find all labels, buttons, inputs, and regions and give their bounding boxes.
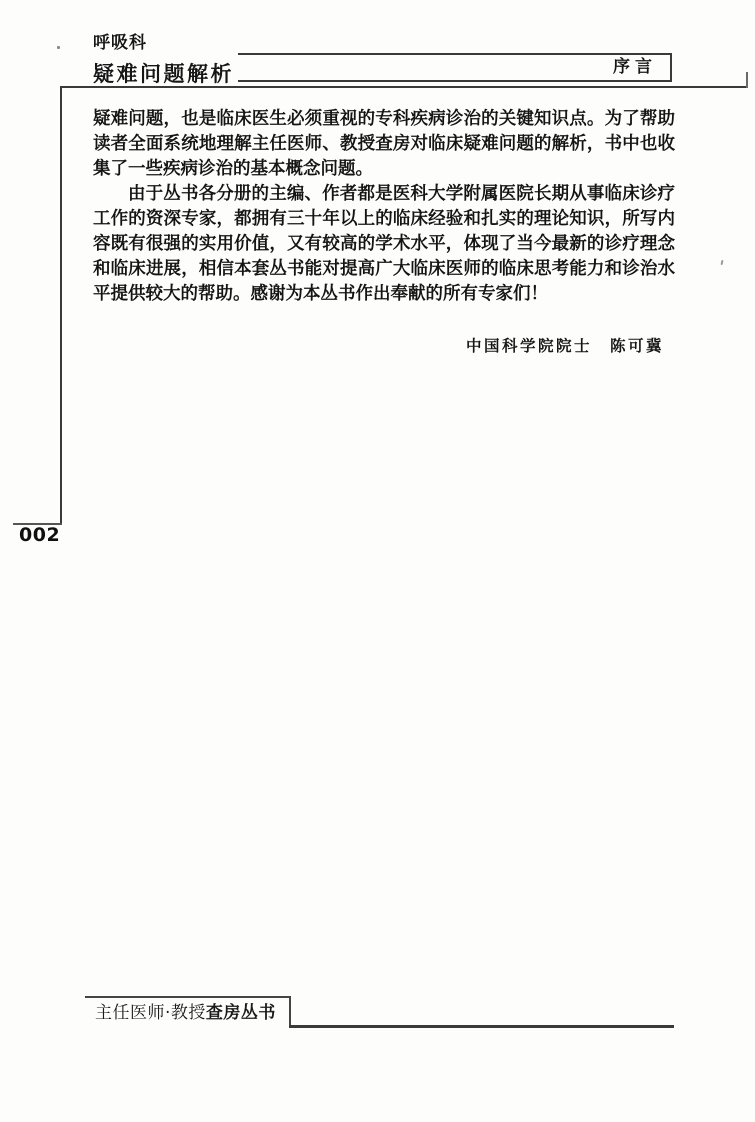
body-text-line: 容既有很强的实用价值，又有较高的学术水平，体现了当今最新的诊疗理念 bbox=[93, 234, 675, 254]
preface-text-block bbox=[93, 107, 675, 307]
page-number: 002 bbox=[19, 524, 61, 546]
body-text-line: 疑难问题，也是临床医生必须重视的专科疾病诊治的关键知识点。为了帮助 bbox=[93, 109, 675, 129]
body-text-line: 读者全面系统地理解主任医师、教授查房对临床疑难问题的解析，书中也收 bbox=[93, 134, 675, 154]
content-box-left-border bbox=[60, 86, 62, 525]
signature: 中国科学院院士 陈可冀 bbox=[466, 336, 665, 355]
scan-speck bbox=[721, 260, 724, 265]
scan-speck bbox=[57, 46, 60, 49]
body-text-line: 平提供较大的帮助。感谢为本丛书作出奉献的所有专家们！ bbox=[93, 284, 548, 304]
body-text-line: 集了一些疾病诊治的基本概念问题。 bbox=[93, 159, 373, 179]
footer-rule-vertical bbox=[289, 996, 291, 1027]
series-title: 呼吸科 bbox=[93, 33, 147, 53]
book-title: 疑难问题解析 bbox=[93, 62, 234, 86]
body-text-line: 工作的资深专家，都拥有三十年以上的临床经验和扎实的理论知识，所写内 bbox=[93, 209, 675, 229]
content-box-top-border bbox=[60, 86, 748, 88]
content-box-right-stub bbox=[746, 72, 748, 88]
footer-series-bold: 查房丛书 bbox=[205, 1003, 276, 1023]
footer-rule-long bbox=[289, 1025, 674, 1028]
body-text-line: 和临床进展，相信本套丛书能对提高广大临床医师的临床思考能力和诊治水 bbox=[93, 259, 675, 279]
footer-series-title bbox=[95, 1003, 276, 1024]
footer-rule-top bbox=[85, 996, 291, 998]
body-text-line: 由于丛书各分册的主编、作者都是医科大学附属医院长期从事临床诊疗 bbox=[128, 184, 675, 204]
section-label-box bbox=[238, 53, 672, 82]
section-label: 序言 bbox=[613, 57, 657, 77]
footer-series-regular: 主任医师·教授 bbox=[95, 1003, 206, 1023]
